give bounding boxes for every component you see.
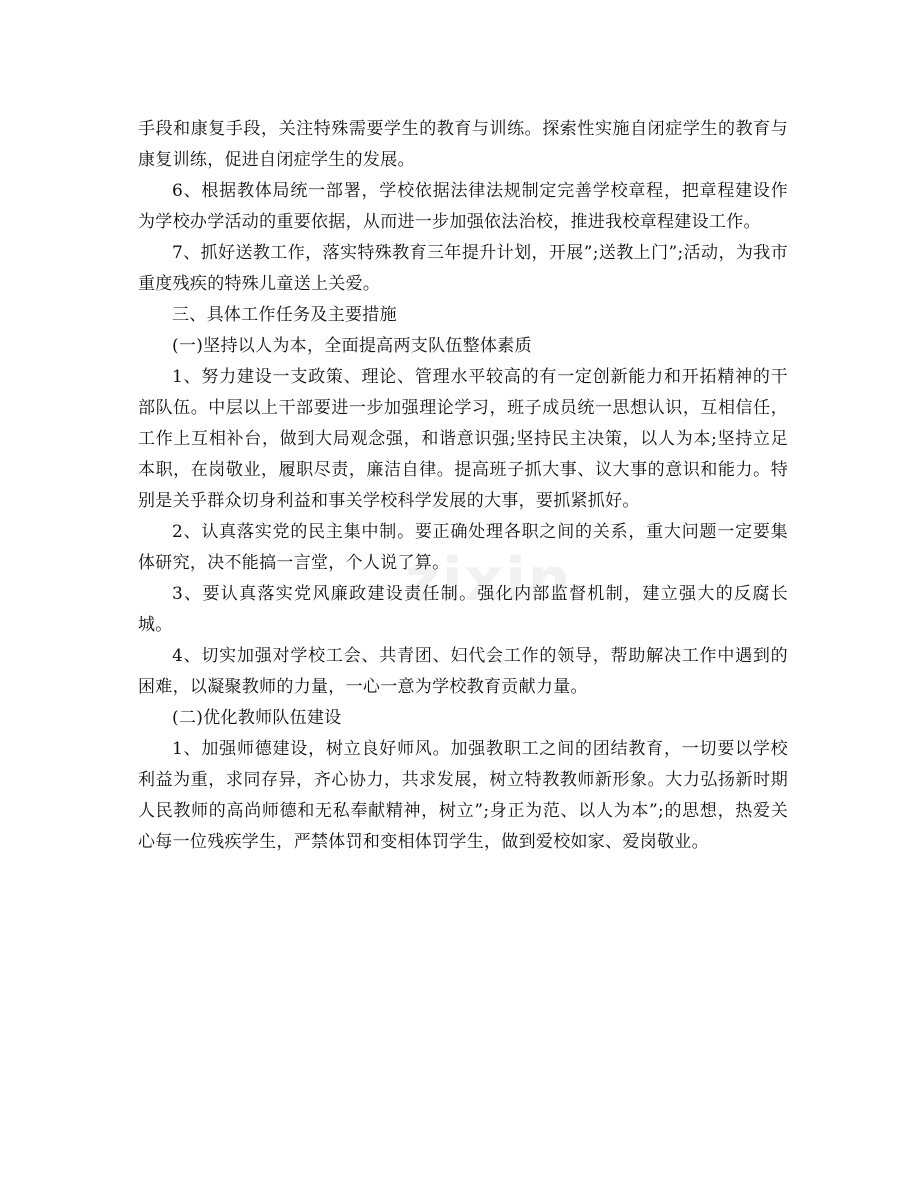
paragraph-sub1-item-4: 4、切实加强对学校工会、共青团、妇代会工作的领导，帮助解决工作中遇到的困难，以凝聚教师的力量，一心一意为学校教育贡献力量。	[138, 646, 788, 697]
section-heading: 三、具体工作任务及主要措施	[172, 305, 397, 325]
watermark: zixin	[405, 545, 573, 615]
subsection-heading-2: (二)优化教师队伍建设	[172, 708, 342, 728]
document-body	[138, 114, 788, 858]
paragraph-item-6: 6、根据教体局统一部署，学校依据法律法规制定完善学校章程，把章程建设作为学校办学活动的重要依据，从而进一步加强依法治校，推进我校章程建设工作。	[138, 181, 788, 232]
paragraph-item-7: 7、抓好送教工作，落实特殊教育三年提升计划，开展”;送教上门”;活动，为我市重度残疾的特殊儿童送上关爱。	[138, 243, 788, 294]
paragraph-continuation: 手段和康复手段，关注特殊需要学生的教育与训练。探索性实施自闭症学生的教育与康复训练，促进自闭症学生的发展。	[138, 119, 788, 170]
paragraph-sub1-item-2: 2、认真落实党的民主集中制。要正确处理各职之间的关系，重大问题一定要集体研究，决不能搞一言堂，个人说了算。	[138, 522, 788, 573]
subsection-heading-1: (一)坚持以人为本，全面提高两支队伍整体素质	[172, 336, 532, 356]
paragraph-sub1-item-3: 3、要认真落实党风廉政建设责任制。强化内部监督机制，建立强大的反腐长城。	[138, 584, 788, 635]
paragraph-sub1-item-1: 1、努力建设一支政策、理论、管理水平较高的有一定创新能力和开拓精神的干部队伍。中层以上干部要进一步加强理论学习，班子成员统一思想认识，互相信任，工作上互相补台，做到大局观念强，和谐意识强;坚持民主决策，以人为本;坚持立足本职，在岗敬业，履职尽责，廉洁自律。提高班子抓大事、议大事的意识和能力。特别是关乎群众切身利益和事关学校科学发展的大事，要抓紧抓好。	[138, 367, 788, 511]
paragraph-sub2-item-1: 1、加强师德建设，树立良好师风。加强教职工之间的团结教育，一切要以学校利益为重，求同存异，齐心协力，共求发展，树立特教教师新形象。大力弘扬新时期人民教师的高尚师德和无私奉献精神，树立”;身正为范、以人为本”;的思想，热爱关心每一位残疾学生，严禁体罚和变相体罚学生，做到爱校如家、爱岗敬业。	[138, 739, 788, 852]
